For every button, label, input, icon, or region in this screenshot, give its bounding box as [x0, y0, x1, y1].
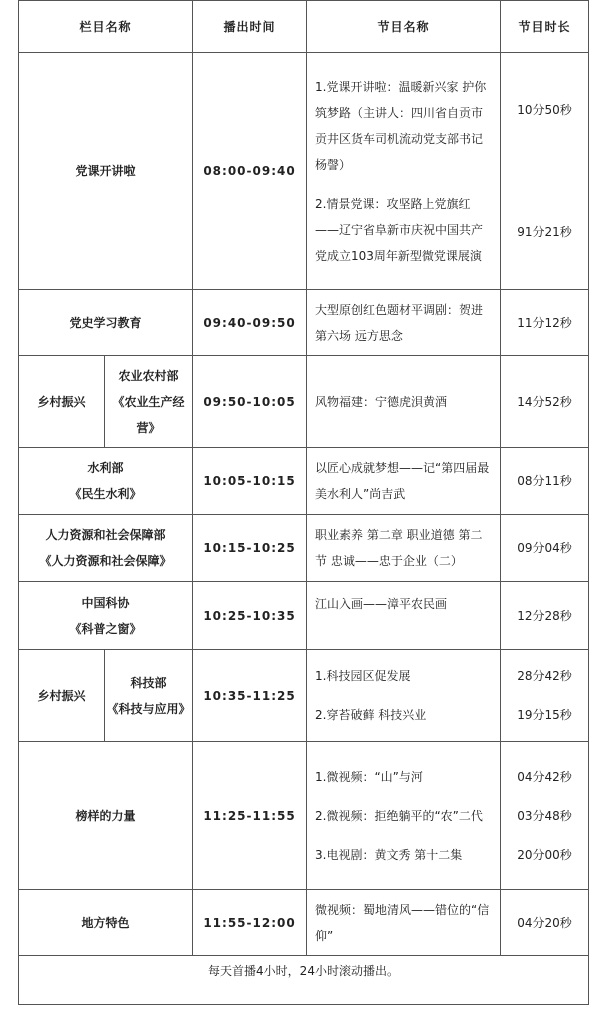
program-cell: [307, 290, 501, 356]
program-item: 1.科技园区促发展: [315, 669, 411, 683]
program-cell: [307, 582, 501, 650]
column-name-cell: 乡村振兴: [19, 356, 105, 448]
duration-cell: [501, 448, 589, 515]
header-row: [19, 1, 589, 53]
show-name: 《农业生产经营》: [112, 394, 185, 435]
program-item: 1.微视频：“山”与河: [315, 769, 423, 784]
schedule-table: [18, 0, 589, 1005]
table-row: [19, 448, 589, 515]
column-name-cell: [19, 448, 193, 515]
duration-value: 04分42秒: [517, 769, 572, 784]
program-cell: [307, 742, 501, 890]
table-row: [19, 582, 589, 650]
duration-value: 91分21秒: [517, 225, 572, 239]
air-time-cell: 11:25-11:55: [193, 742, 307, 890]
program-item: 3.电视剧：黄文秀 第十二集: [315, 847, 463, 862]
table-row: [19, 53, 589, 290]
column-name-cell: 党史学习教育: [19, 290, 193, 356]
show-name: 《民生水利》: [69, 487, 142, 501]
unit-name: 中国科协: [81, 595, 130, 610]
program-item: 1.党课开讲啦：温暖新兴家 护你筑梦路（主讲人：四川省自贡市贡井区货车司机流动党支部书记杨謦）: [315, 79, 487, 172]
duration-value: 10分50秒: [517, 103, 572, 117]
column-name-cell: 榜样的力量: [19, 742, 193, 890]
table-row: [19, 742, 589, 890]
program-item: 职业素养 第二章 职业道德 第二节 忠诚——忠于企业（二）: [315, 528, 483, 568]
program-item: 风物福建：宁德虎浿黄酒: [315, 394, 448, 409]
unit-name: 人力资源和社会保障部: [45, 528, 166, 542]
program-cell: [307, 356, 501, 448]
program-item: 2.微视频：拒绝躺平的“农”二代: [315, 808, 483, 823]
duration-cell: [501, 582, 589, 650]
program-item: 以匠心成就梦想——记“第四届最美水利人”尚吉武: [315, 461, 490, 501]
show-name: 《科普之窗》: [69, 621, 142, 636]
air-time-cell: 09:50-10:05: [193, 356, 307, 448]
program-item: 2.情景党课：攻坚路上党旗红——辽宁省阜新市庆祝中国共产党成立103周年新型微党课展演: [315, 196, 484, 263]
air-time-cell: 09:40-09:50: [193, 290, 307, 356]
program-item: 2.穿苔破藓 科技兴业: [315, 708, 427, 722]
header-program-name: 节目名称: [307, 1, 501, 53]
program-cell: [307, 650, 501, 742]
program-item: 江山入画——漳平农民画: [315, 597, 448, 611]
header-air-time: 播出时间: [193, 1, 307, 53]
program-item: 大型原创红色题材平调剧：贺进 第六场 远方思念: [315, 302, 484, 343]
column-name-cell: [19, 582, 193, 650]
air-time-cell: 10:15-10:25: [193, 515, 307, 582]
duration-value: 03分48秒: [517, 808, 572, 823]
sub-column-cell: [105, 356, 193, 448]
duration-cell: [501, 650, 589, 742]
air-time-cell: 11:55-12:00: [193, 890, 307, 956]
duration-value: 08分11秒: [517, 474, 572, 488]
table-row: [19, 356, 589, 448]
footer-note: 每天首播4小时，24小时滚动播出。: [19, 956, 589, 1005]
unit-name: 农业农村部: [118, 368, 179, 383]
program-cell: [307, 890, 501, 956]
sub-column-cell: [105, 650, 193, 742]
program-item: 微视频：蜀地清风——错位的“信仰”: [315, 902, 490, 943]
duration-cell: [501, 356, 589, 448]
duration-cell: [501, 53, 589, 290]
duration-cell: [501, 742, 589, 890]
show-name: 《人力资源和社会保障》: [39, 554, 172, 568]
header-duration: 节目时长: [501, 1, 589, 53]
duration-value: 14分52秒: [517, 394, 572, 409]
duration-value: 19分15秒: [517, 708, 572, 722]
program-cell: [307, 53, 501, 290]
duration-cell: [501, 290, 589, 356]
air-time-cell: 08:00-09:40: [193, 53, 307, 290]
table-row: [19, 650, 589, 742]
unit-name: 科技部: [130, 675, 167, 690]
duration-value: 04分20秒: [517, 915, 572, 930]
footer-row: [19, 956, 589, 1005]
duration-value: 20分00秒: [517, 847, 572, 862]
duration-cell: [501, 515, 589, 582]
duration-value: 09分04秒: [517, 541, 572, 555]
column-name-cell: [19, 515, 193, 582]
table-row: [19, 515, 589, 582]
duration-value: 11分12秒: [517, 315, 572, 330]
header-column-name: 栏目名称: [19, 1, 193, 53]
duration-value: 28分42秒: [517, 669, 572, 683]
air-time-cell: 10:25-10:35: [193, 582, 307, 650]
duration-cell: [501, 890, 589, 956]
column-name-cell: 党课开讲啦: [19, 53, 193, 290]
program-cell: [307, 448, 501, 515]
show-name: 《科技与应用》: [106, 701, 191, 716]
schedule-sheet: [18, 0, 588, 1010]
unit-name: 水利部: [87, 461, 124, 475]
duration-value: 12分28秒: [517, 608, 572, 623]
program-cell: [307, 515, 501, 582]
table-row: [19, 290, 589, 356]
column-name-cell: 地方特色: [19, 890, 193, 956]
table-row: [19, 890, 589, 956]
column-name-cell: 乡村振兴: [19, 650, 105, 742]
air-time-cell: 10:05-10:15: [193, 448, 307, 515]
air-time-cell: 10:35-11:25: [193, 650, 307, 742]
